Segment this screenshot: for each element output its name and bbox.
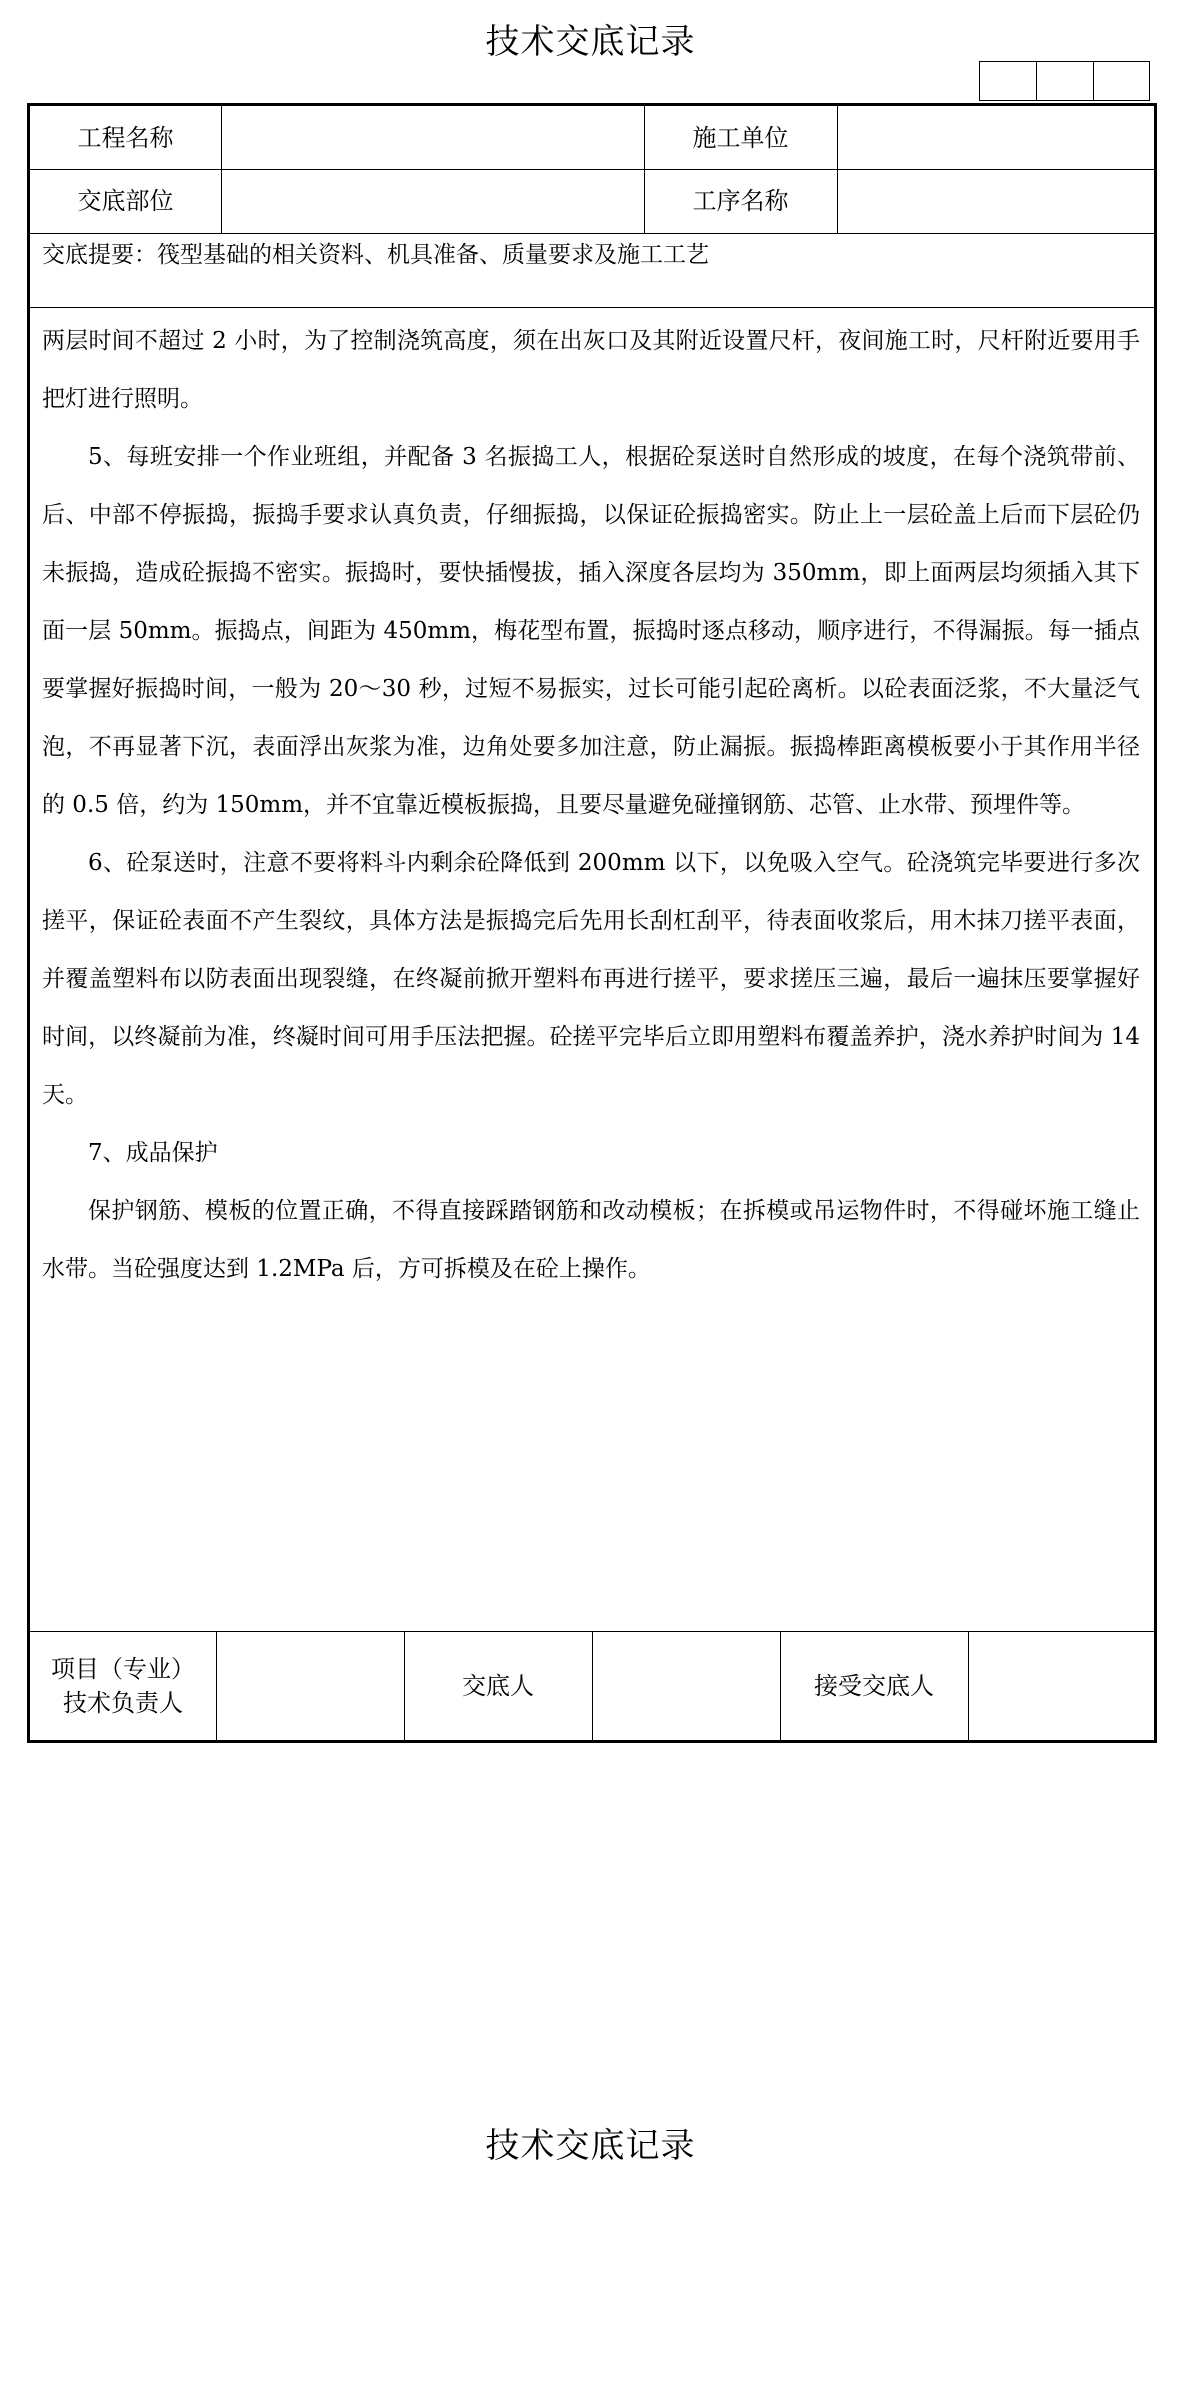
tech-lead-signature-field[interactable] (216, 1631, 404, 1740)
construction-unit-field[interactable] (837, 106, 1154, 169)
receiver-signature-field[interactable] (968, 1631, 1154, 1740)
tech-lead-label (30, 1631, 216, 1740)
document-number-box (1093, 61, 1150, 101)
disclosure-part-field[interactable] (221, 169, 644, 233)
construction-unit-label: 施工单位 (692, 123, 789, 152)
content-paragraph: 两层时间不超过 2 小时，为了控制浇筑高度，须在出灰口及其附近设置尺杆，夜间施工时，尺杆附近要用手把灯进行照明。 (42, 328, 1140, 412)
process-name-label: 工序名称 (692, 187, 789, 215)
content-paragraph: 7、成品保护 (88, 1140, 218, 1166)
receiver-label: 接受交底人 (814, 1671, 934, 1700)
document-number-boxes (979, 61, 1150, 101)
disclosure-part-label: 交底部位 (77, 187, 174, 215)
disclosure-content (42, 312, 1140, 1298)
record-table (27, 103, 1157, 1743)
content-paragraph: 保护钢筋、模板的位置正确，不得直接踩踏钢筋和改动模板；在拆模或吊运物件时，不得碰坏施工缝止水带。当砼强度达到 1.2MPa 后，方可拆模及在砼上操作。 (42, 1198, 1140, 1282)
content-paragraph: 5、每班安排一个作业班组，并配备 3 名振捣工人，根据砼泵送时自然形成的坡度，在每个浇筑带前、后、中部不停振捣，振捣手要求认真负责，仔细振捣，以保证砼振捣密实。防止上一层砼盖上后而下层砼仍未振捣，造成砼振捣不密实。振捣时，要快插慢拔，插入深度各层均为 350mm，即上面两层均须插入其下面一层 50mm。振捣点，间距为 450mm，梅花型布置，振捣时逐点移动，顺序进行，不得漏振。每一插点要掌握好振捣时间，一般为 20～30 秒，过短不易振实，过长可能引起砼离析。以砼表面泛浆，不大量泛气泡，不再显著下沉，表面浮出灰浆为准，边角处要多加注意，防止漏振。振捣棒距离模板要小于其作用半径的 0.5 倍，约为 150mm，并不宜靠近模板振捣，且要尽量避免碰撞钢筋、芯管、止水带、预埋件等。 (42, 444, 1140, 818)
tech-lead-label-line: 技术负责人 (63, 1688, 183, 1717)
discloser-label: 交底人 (462, 1671, 534, 1700)
project-name-label: 工程名称 (77, 123, 174, 152)
page-title: 技术交底记录 (485, 22, 696, 62)
tech-lead-label-line: 项目（专业） (51, 1654, 195, 1683)
content-paragraph: 6、砼泵送时，注意不要将料斗内剩余砼降低到 200mm 以下，以免吸入空气。砼浇筑完毕要进行多次搓平，保证砼表面不产生裂纹，具体方法是振捣完后先用长刮杠刮平，待表面收浆后，用木抹刀搓平表面，并覆盖塑料布以防表面出现裂缝，在终凝前掀开塑料布再进行搓平，要求搓压三遍，最后一遍抹压要掌握好时间，以终凝前为准，终凝时间可用手压法把握。砼搓平完毕后立即用塑料布覆盖养护，浇水养护时间为 14 天。 (42, 850, 1140, 1108)
row-divider (30, 307, 1154, 308)
document-number-box (979, 61, 1036, 101)
project-name-field[interactable] (221, 106, 644, 169)
discloser-signature-field[interactable] (592, 1631, 780, 1740)
page-title-repeat: 技术交底记录 (485, 2126, 696, 2166)
row-divider (30, 233, 1154, 234)
document-number-box (1036, 61, 1093, 101)
process-name-field[interactable] (837, 169, 1154, 233)
disclosure-summary: 交底提要：筏型基础的相关资料、机具准备、质量要求及施工工艺 (42, 242, 709, 268)
